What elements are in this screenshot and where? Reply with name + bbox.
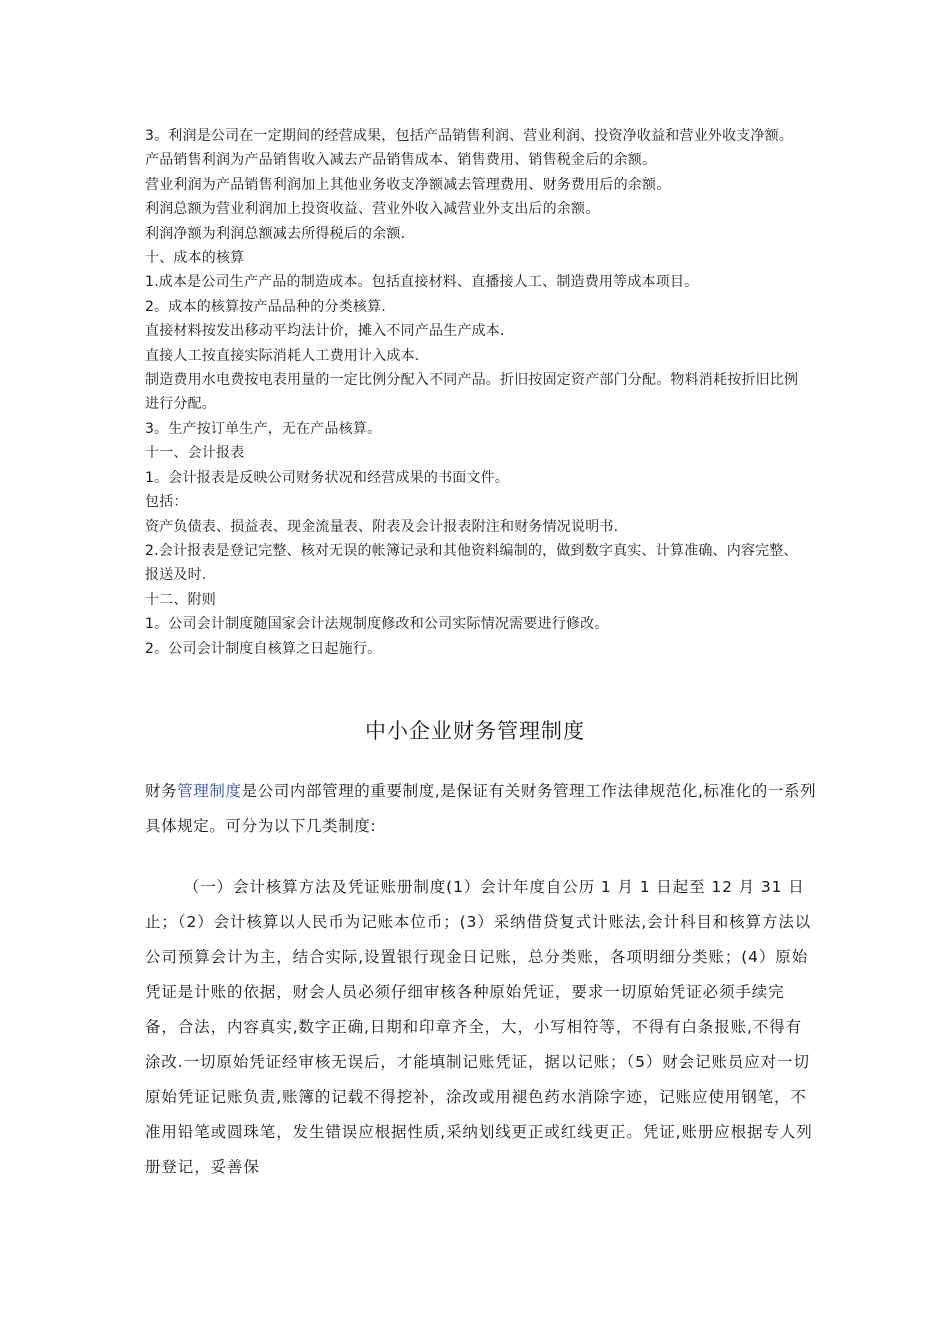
section-heading: 十、成本的核算 xyxy=(145,250,245,267)
text-line: 营业利润为产品销售利润加上其他业务收支净额减去管理费用、财务费用后的余额。 xyxy=(145,176,671,193)
text-line: 产品销售利润为产品销售收入减去产品销售成本、销售费用、销售税金后的余额。 xyxy=(145,152,657,169)
accounting-method-paragraph: （一）会计核算方法及凭证账册制度(1）会计年度自公历 1 月 1 日起至 12 月 31 日止；（2）会计核算以人民币为记账本位币；(3）采纳借贷复式计账法,会计科目和核算方法以公司预算会计为主，结合实际,设置银行现金日记账，总分类账，各项明细分类账；(4）原始凭证是计账的依据，财会人员必须仔细审核各种原始凭证，要求一切原始凭证必须手续完备，合法，内容真实,数字正确,日期和印章齐全，大，小写相符等，不得有白条报账,不得有涂改.一切原始凭证经审核无误后，才能填制记账凭证，据以记账；（5）财会记账员应对一切原始凭证记账负责,账簿的记载不得挖补，涂改或用褪色药水消除字迹，记账应使用钢笔，不准用铅笔或圆珠笔，发生错误应根据性质,采纳划线更正或红线更正。凭证,账册应根据专人列册登记，妥善保 xyxy=(145,878,813,1176)
text-line: 包括： xyxy=(145,494,188,511)
intro-suffix: 是公司内部管理的重要制度,是保证有关财务管理工作法律规范化,标准化的一系列具体规定。可分为以下几类制度: xyxy=(145,782,817,835)
section-heading: 十一、会计报表 xyxy=(145,445,245,462)
text-line: 直接人工按直接实际消耗人工费用计入成本. xyxy=(145,347,420,364)
text-line: 1。会计报表是反映公司财务状况和经营成果的书面文件。 xyxy=(145,469,510,486)
intro-paragraph xyxy=(145,774,817,844)
text-line: 制造费用水电费按电表用量的一定比例分配入不同产品。折旧按固定资产部门分配。物料消耗按折旧比例进行分配。 xyxy=(145,372,799,413)
document-title: 中小企业财务管理制度 xyxy=(365,719,585,743)
text-line: 3。生产按订单生产，无在产品核算。 xyxy=(145,420,382,437)
management-system-link[interactable]: 管理制度 xyxy=(177,782,242,800)
text-line: 2。公司会计制度自核算之日起施行。 xyxy=(145,640,382,657)
text-line: 利润总额为营业利润加上投资收益、营业外收入减营业外支出后的余额。 xyxy=(145,201,600,218)
text-line: 3。利润是公司在一定期间的经营成果，包括产品销售利润、营业利润、投资净收益和营业外收支净额。 xyxy=(145,128,794,144)
text-line: 2。成本的核算按产品品种的分类核算. xyxy=(145,298,386,315)
text-line: 直接材料按发出移动平均法计价，摊入不同产品生产成本. xyxy=(145,323,505,340)
text-line: 利润净额为利润总额减去所得税后的余额. xyxy=(145,225,406,242)
text-line: 1。公司会计制度随国家会计法规制度修改和公司实际情况需要进行修改。 xyxy=(145,616,609,633)
intro-prefix: 财务 xyxy=(145,782,178,800)
section-heading: 十二、附则 xyxy=(145,591,216,608)
text-line: 1.成本是公司生产产品的制造成本。包括直接材料、直播接人工、制造费用等成本项目。 xyxy=(145,274,699,291)
text-line: 资产负债表、损益表、现金流量表、附表及会计报表附注和财务情况说明书. xyxy=(145,518,619,535)
text-line: 2.会计报表是登记完整、核对无误的帐簿记录和其他资料编制的，做到数字真实、计算准确、内容完整、报送及时. xyxy=(145,542,798,584)
section-profit-cost-reports xyxy=(145,124,810,661)
